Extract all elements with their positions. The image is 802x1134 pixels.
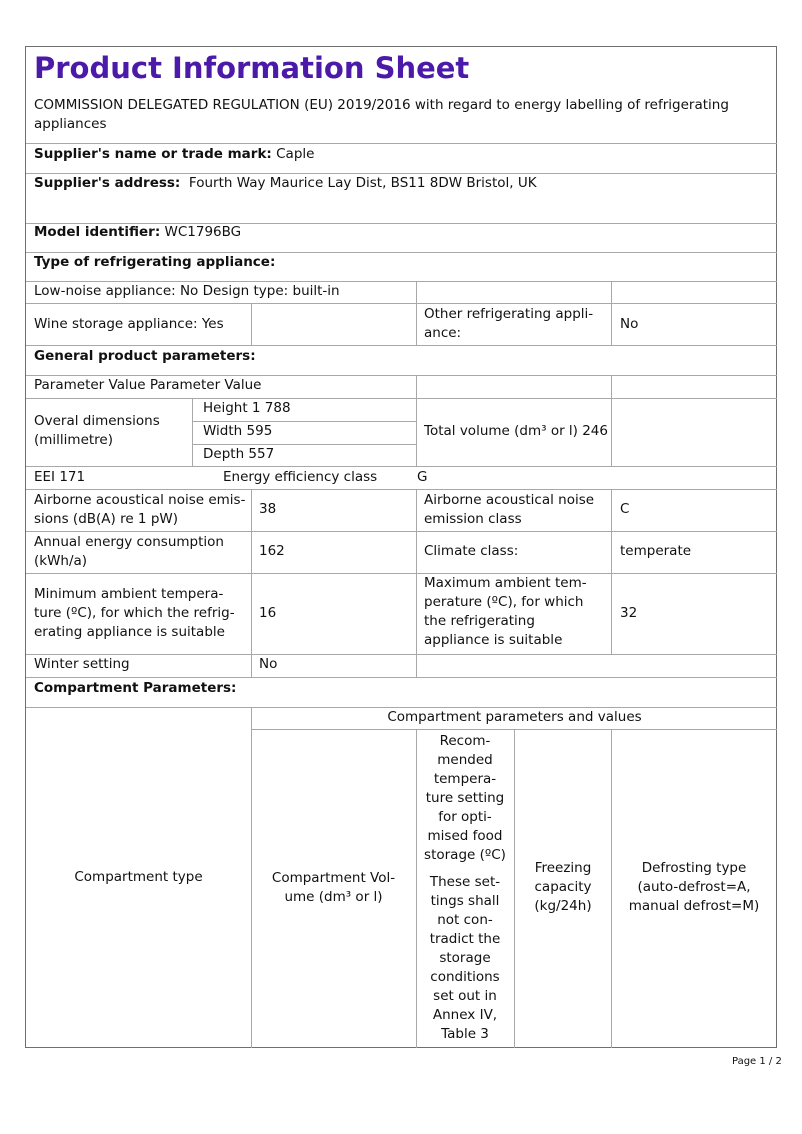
min-temp-value: 16 <box>259 605 277 621</box>
rule <box>26 531 777 532</box>
rule <box>416 281 417 345</box>
rule <box>611 489 612 654</box>
supplier-address-label: Supplier's address: <box>34 175 181 191</box>
other-appliance-label: Other refrigerating appli- ance: <box>424 306 594 341</box>
winter-label: Winter setting <box>34 656 130 672</box>
model-value: WC1796BG <box>164 224 242 240</box>
parameter-header: Parameter Value Parameter Value <box>34 377 262 393</box>
total-volume: Total volume (dm³ or l) 246 <box>424 423 608 439</box>
min-temp-label: Minimum ambient tempera- ture (ºC), for which the refrig- erating appliance is suitable <box>34 586 235 640</box>
noise-label: Airborne acoustical noise emis- sions (dB(A) re 1 pW) <box>34 492 246 527</box>
recommended-temp-note: These set- tings shall not con- tradict the storage conditions set out in Annex IV, Table 3 <box>429 874 501 1042</box>
compartment-heading: Compartment Parameters: <box>34 680 237 696</box>
rule <box>26 303 777 304</box>
compartment-type-header: Compartment type <box>74 869 203 885</box>
rule <box>514 729 515 1048</box>
rule <box>611 375 612 466</box>
compartment-params-header: Compartment parameters and values <box>387 709 642 725</box>
energy-class-label: Energy efficiency class <box>223 469 378 485</box>
noise-class-label: Airborne acoustical noise emission class <box>424 492 595 527</box>
rule <box>611 281 612 345</box>
rule <box>251 489 252 677</box>
annual-energy-label: Annual energy consumption (kWh/a) <box>34 534 224 569</box>
depth-value: Depth 557 <box>203 446 275 462</box>
wine-storage-text: Wine storage appliance: Yes <box>34 316 224 332</box>
rule <box>192 398 193 466</box>
rule <box>26 466 777 467</box>
noise-class-value: C <box>620 501 630 517</box>
model-row <box>34 223 764 242</box>
product-information-sheet <box>25 46 777 1048</box>
dimensions-label: Overal dimensions (millimetre) <box>34 413 160 448</box>
supplier-address-value: Fourth Way Maurice Lay Dist, BS11 8DW Bristol, UK <box>188 175 537 191</box>
noise-value: 38 <box>259 501 277 517</box>
type-heading: Type of refrigerating appliance: <box>34 254 276 270</box>
supplier-name-row <box>34 145 764 164</box>
supplier-name-value: Caple <box>276 146 315 162</box>
energy-class-value: G <box>417 469 428 485</box>
rule <box>26 573 777 574</box>
rule <box>26 677 777 678</box>
rule <box>416 375 417 466</box>
rule <box>251 707 252 1048</box>
supplier-name-label: Supplier's name or trade mark: <box>34 146 272 162</box>
climate-value: temperate <box>620 543 692 559</box>
recommended-temp-header: Recom- mended tempera- ture setting for opti- mised food storage (ºC) <box>424 733 506 863</box>
rule <box>26 489 777 490</box>
width-value: Width 595 <box>203 423 273 439</box>
freezing-capacity-header: Freezing capacity (kg/24h) <box>534 860 592 914</box>
rule <box>251 303 252 345</box>
compartment-volume-header: Compartment Vol- ume (dm³ or l) <box>271 870 396 905</box>
rule <box>26 345 777 346</box>
general-heading: General product parameters: <box>34 348 256 364</box>
rule <box>416 729 417 1048</box>
max-temp-value: 32 <box>620 605 638 621</box>
defrosting-type-header: Defrosting type (auto-defrost=A, manual defrost=M) <box>628 860 760 914</box>
winter-value: No <box>259 656 278 672</box>
model-label: Model identifier: <box>34 224 161 240</box>
other-appliance-value: No <box>620 316 639 332</box>
page-number: Page 1 / 2 <box>732 1056 782 1067</box>
climate-label: Climate class: <box>424 543 519 559</box>
max-temp-label: Maximum ambient tem- perature (ºC), for which the refrigerating appliance is suitable <box>424 575 587 648</box>
annual-energy-value: 162 <box>259 543 285 559</box>
eei-value: EEI 171 <box>34 469 86 485</box>
rule <box>26 143 777 144</box>
supplier-address-row <box>34 174 764 193</box>
low-noise-text: Low-noise appliance: No Design type: built-in <box>34 283 340 299</box>
rule <box>611 729 612 1048</box>
page-title: Product Information Sheet <box>34 51 470 85</box>
rule <box>416 489 417 677</box>
height-value: Height 1 788 <box>203 400 291 416</box>
regulation-text: COMMISSION DELEGATED REGULATION (EU) 2019/2016 with regard to energy labelling of refrigerating appliances <box>34 97 729 132</box>
